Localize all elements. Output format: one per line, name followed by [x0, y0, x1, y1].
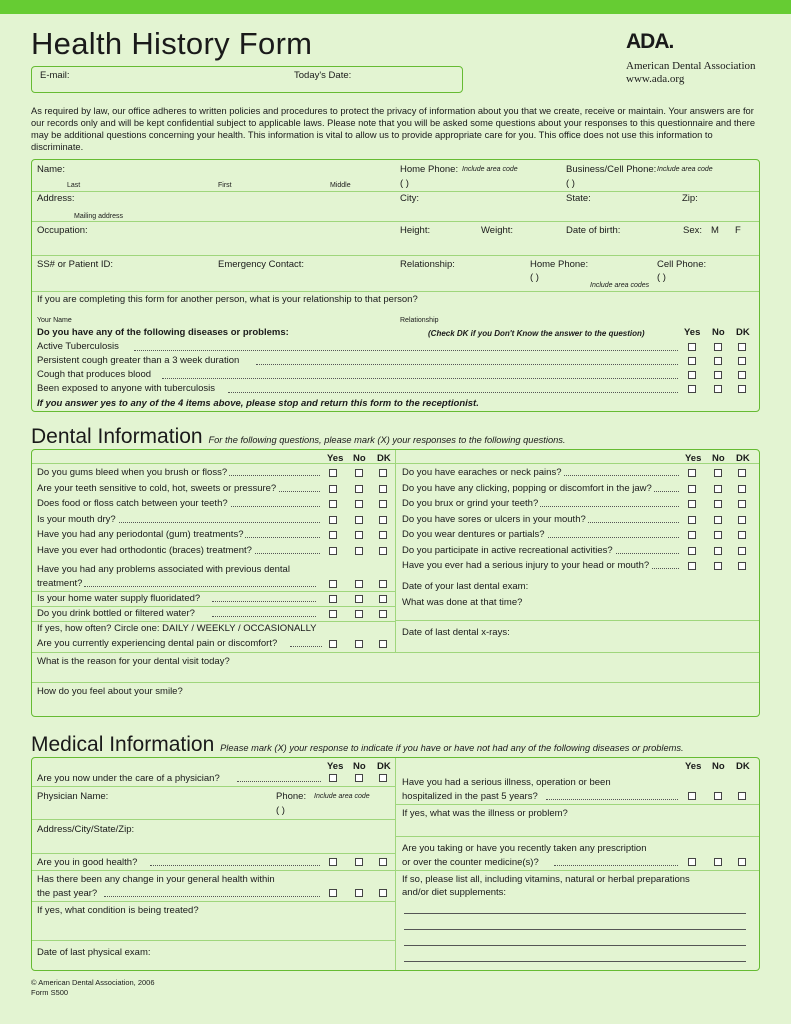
serious-illness-label: Have you had a serious illness, operation or been — [402, 777, 611, 788]
yes-header: Yes — [685, 761, 702, 772]
sex-label: Sex: — [683, 225, 703, 236]
yes-header: Yes — [685, 453, 702, 464]
dk-checkbox[interactable] — [738, 357, 746, 365]
dental-heading — [31, 425, 566, 449]
dk-checkbox[interactable] — [738, 485, 746, 493]
ada-url: www.ada.org — [626, 73, 685, 85]
dk-checkbox[interactable] — [379, 469, 387, 477]
dob-label: Date of birth: — [566, 225, 621, 236]
no-checkbox[interactable] — [355, 469, 363, 477]
your-name-label: Your Name — [37, 317, 72, 324]
yes-checkbox[interactable] — [688, 792, 696, 800]
no-checkbox[interactable] — [355, 516, 363, 524]
prev-problems-label: Have you had any problems associated with previous dental — [37, 564, 290, 575]
dk-checkbox[interactable] — [379, 580, 387, 588]
ada-logo: ADA. — [626, 30, 674, 53]
dk-checkbox[interactable] — [738, 562, 746, 570]
yes-checkbox[interactable] — [329, 516, 337, 524]
no-checkbox[interactable] — [714, 357, 722, 365]
yes-checkbox[interactable] — [688, 371, 696, 379]
home-phone-paren: ( ) — [400, 178, 409, 189]
question-label: Do you gums bleed when you brush or floss? — [37, 467, 228, 478]
no-checkbox[interactable] — [355, 485, 363, 493]
smile-label: How do you feel about your smile? — [37, 686, 183, 697]
yes-checkbox[interactable] — [329, 640, 337, 648]
yes-header: Yes — [327, 453, 344, 464]
last-exam-label: Date of your last dental exam: — [402, 581, 529, 592]
how-often-label: If yes, how often? Circle one: DAILY / WEEKLY / OCCASIONALLY — [37, 623, 317, 634]
page-title: Health History Form — [31, 26, 313, 61]
no-checkbox[interactable] — [714, 500, 722, 508]
medication-line[interactable] — [404, 961, 746, 962]
good-health-label: Are you in good health? — [37, 857, 138, 868]
dk-header: DK — [736, 453, 750, 464]
bottled-water-label: Do you drink bottled or filtered water? — [37, 608, 195, 619]
disease-label: Been exposed to anyone with tuberculosis — [37, 383, 215, 394]
tb-warning: If you answer yes to any of the 4 items above, please stop and return this form to the receptionist. — [37, 398, 479, 409]
no-checkbox[interactable] — [714, 516, 722, 524]
question-label: Have you ever had orthodontic (braces) treatment? — [37, 544, 252, 556]
name-label: Name: — [37, 164, 65, 175]
disease-question: Do you have any of the following diseases or problems: — [37, 327, 289, 338]
dk-checkbox[interactable] — [379, 547, 387, 555]
first-label: First — [218, 182, 232, 189]
dk-checkbox[interactable] — [738, 858, 746, 866]
what-done-label: What was done at that time? — [402, 597, 523, 608]
cell-phone-label: Cell Phone: — [657, 259, 707, 270]
emergency-home-phone-label: Home Phone: — [530, 259, 589, 270]
privacy-intro: As required by law, our office adheres to written policies and procedures to protect the privacy of information about you that we create, receive or maintain. Your answers are for our records only and will be kept confidential subject to applicable laws. Please note that you will be asked some questions about your responses to this questionnaire and there may be additional questions concerning your health. This information is vital to allow us to provide appropriate care for you. This office does not use this information to discriminate. — [31, 106, 756, 152]
area-code-note: Include area code — [462, 166, 518, 173]
for-another-question: If you are completing this form for another person, what is your relationship to that person? — [37, 294, 418, 305]
yes-checkbox[interactable] — [329, 500, 337, 508]
relationship-small-label: Relationship — [400, 317, 439, 324]
physician-address-label: Address/City/State/Zip: — [37, 824, 135, 835]
question-label: Do you have sores or ulcers in your mouth? — [402, 513, 586, 525]
relationship-label: Relationship: — [400, 259, 455, 270]
business-phone-paren: ( ) — [566, 178, 575, 189]
question-label: Is your mouth dry? — [37, 513, 116, 525]
question-label: Do you have any clicking, popping or discomfort in the jaw? — [402, 482, 652, 494]
question-label: Do you participate in active recreational activities? — [402, 544, 613, 556]
dk-header: DK — [736, 761, 750, 772]
yes-checkbox[interactable] — [688, 858, 696, 866]
dental-info-box — [31, 449, 760, 717]
no-checkbox[interactable] — [355, 580, 363, 588]
dk-checkbox[interactable] — [738, 500, 746, 508]
yes-checkbox[interactable] — [688, 500, 696, 508]
email-label: E-mail: — [40, 70, 70, 81]
area-codes-note: Include area codes — [590, 282, 650, 289]
health-change-label-2: the past year? — [37, 888, 98, 899]
yes-checkbox[interactable] — [329, 610, 337, 618]
what-illness-label: If yes, what was the illness or problem? — [402, 808, 568, 819]
yes-header: Yes — [327, 761, 344, 772]
no-checkbox[interactable] — [355, 889, 363, 897]
medical-info-box — [31, 757, 760, 971]
yes-checkbox[interactable] — [329, 580, 337, 588]
check-dk-note: (Check DK if you Don't Know the answer to the question) — [428, 329, 645, 338]
yes-checkbox[interactable] — [688, 547, 696, 555]
physician-phone-label: Phone: — [276, 791, 307, 802]
business-phone-label: Business/Cell Phone: — [566, 164, 657, 175]
last-label: Last — [67, 182, 81, 189]
question-label: Are your teeth sensitive to cold, hot, sweets or pressure? — [37, 482, 277, 494]
serious-illness-label-2: hospitalized in the past 5 years? — [402, 791, 538, 802]
dk-checkbox[interactable] — [379, 595, 387, 603]
yes-checkbox[interactable] — [688, 485, 696, 493]
health-change-label: Has there been any change in your general health within — [37, 874, 275, 885]
yes-checkbox[interactable] — [688, 469, 696, 477]
dk-checkbox[interactable] — [738, 516, 746, 524]
no-checkbox[interactable] — [714, 547, 722, 555]
dental-subheading: For the following questions, please mark (X) your responses to the following questions. — [208, 435, 566, 445]
no-checkbox[interactable] — [714, 385, 722, 393]
address-label: Address: — [37, 193, 75, 204]
yes-checkbox[interactable] — [688, 531, 696, 539]
yes-checkbox[interactable] — [688, 385, 696, 393]
medical-heading-text: Medical Information — [31, 733, 215, 756]
yes-checkbox[interactable] — [329, 889, 337, 897]
prev-problems-label-2: treatment? — [37, 578, 83, 589]
weight-label: Weight: — [481, 225, 514, 236]
yes-checkbox[interactable] — [329, 774, 337, 782]
no-checkbox[interactable] — [714, 343, 722, 351]
dk-checkbox[interactable] — [379, 516, 387, 524]
ada-name: American Dental Association — [626, 60, 756, 72]
form-number: Form S500 — [31, 988, 69, 997]
no-checkbox[interactable] — [355, 547, 363, 555]
dk-checkbox[interactable] — [738, 792, 746, 800]
no-checkbox[interactable] — [355, 531, 363, 539]
no-checkbox[interactable] — [714, 562, 722, 570]
no-header: No — [712, 453, 725, 464]
no-checkbox[interactable] — [355, 858, 363, 866]
medication-line[interactable] — [404, 913, 746, 914]
no-checkbox[interactable] — [714, 371, 722, 379]
dk-header: DK — [377, 761, 391, 772]
area-code-note: Include area code — [657, 166, 713, 173]
area-code-note: Include area code — [314, 793, 370, 800]
dk-checkbox[interactable] — [379, 485, 387, 493]
question-label: Do you brux or grind your teeth? — [402, 498, 539, 509]
no-checkbox[interactable] — [355, 610, 363, 618]
medical-subheading: Please mark (X) your response to indicate if you have or have not had any of the following diseases or problems. — [220, 743, 684, 753]
no-checkbox[interactable] — [714, 792, 722, 800]
zip-label: Zip: — [682, 193, 698, 204]
medication-line[interactable] — [404, 945, 746, 946]
patient-info-box — [31, 159, 760, 412]
date-label: Today's Date: — [294, 70, 352, 81]
no-header: No — [353, 761, 366, 772]
yes-checkbox[interactable] — [329, 858, 337, 866]
no-header: No — [712, 327, 725, 338]
dk-header: DK — [377, 453, 391, 464]
sex-m[interactable]: M — [711, 225, 719, 236]
city-label: City: — [400, 193, 419, 204]
dk-header: DK — [736, 327, 750, 338]
visit-reason-label: What is the reason for your dental visit today? — [37, 656, 230, 667]
no-header: No — [353, 453, 366, 464]
yes-header: Yes — [684, 327, 701, 338]
yes-checkbox[interactable] — [688, 562, 696, 570]
dk-checkbox[interactable] — [379, 500, 387, 508]
dk-checkbox[interactable] — [379, 858, 387, 866]
xrays-label: Date of last dental x-rays: — [402, 627, 510, 638]
yes-checkbox[interactable] — [688, 516, 696, 524]
dk-checkbox[interactable] — [738, 469, 746, 477]
no-checkbox[interactable] — [355, 500, 363, 508]
yes-checkbox[interactable] — [329, 531, 337, 539]
no-header: No — [712, 761, 725, 772]
medication-line[interactable] — [404, 929, 746, 930]
question-label: Does food or floss catch between your teeth? — [37, 498, 228, 509]
dk-checkbox[interactable] — [738, 371, 746, 379]
medication-list-label-2: and/or diet supplements: — [402, 887, 507, 898]
question-label: Do you have earaches or neck pains? — [402, 467, 562, 478]
dental-pain-label: Are you currently experiencing dental pain or discomfort? — [37, 638, 278, 649]
yes-checkbox[interactable] — [329, 547, 337, 555]
physician-phone-paren: ( ) — [276, 805, 285, 816]
cell-phone-paren: ( ) — [657, 272, 666, 283]
no-checkbox[interactable] — [714, 531, 722, 539]
no-checkbox[interactable] — [355, 640, 363, 648]
prescription-label-2: or over the counter medicine(s)? — [402, 857, 539, 868]
dk-checkbox[interactable] — [379, 610, 387, 618]
dk-checkbox[interactable] — [379, 531, 387, 539]
no-checkbox[interactable] — [714, 485, 722, 493]
fluoride-label: Is your home water supply fluoridated? — [37, 593, 201, 604]
physician-name-label: Physician Name: — [37, 791, 109, 802]
question-label: Do you wear dentures or partials? — [402, 529, 545, 540]
sex-f[interactable]: F — [735, 225, 741, 236]
medical-heading — [31, 733, 684, 757]
no-checkbox[interactable] — [355, 595, 363, 603]
emergency-contact-label: Emergency Contact: — [218, 259, 305, 270]
occupation-label: Occupation: — [37, 225, 88, 236]
no-checkbox[interactable] — [714, 858, 722, 866]
yes-checkbox[interactable] — [329, 595, 337, 603]
question-label: Have you had any periodontal (gum) treatments? — [37, 529, 244, 540]
prescription-label: Are you taking or have you recently taken any prescription — [402, 843, 647, 854]
disease-label: Cough that produces blood — [37, 369, 152, 380]
no-checkbox[interactable] — [355, 774, 363, 782]
yes-checkbox[interactable] — [688, 357, 696, 365]
home-phone-label: Home Phone: — [400, 164, 459, 175]
state-label: State: — [566, 193, 591, 204]
copyright: © American Dental Association, 2006 — [31, 978, 155, 987]
top-color-bar — [0, 0, 791, 14]
dk-checkbox[interactable] — [738, 343, 746, 351]
dk-checkbox[interactable] — [738, 385, 746, 393]
emergency-home-paren: ( ) — [530, 272, 539, 283]
dk-checkbox[interactable] — [738, 531, 746, 539]
yes-checkbox[interactable] — [329, 469, 337, 477]
middle-label: Middle — [330, 182, 351, 189]
dk-checkbox[interactable] — [379, 889, 387, 897]
height-label: Height: — [400, 225, 431, 236]
last-physical-label: Date of last physical exam: — [37, 947, 151, 958]
medication-list-label: If so, please list all, including vitamins, natural or herbal preparations — [402, 874, 690, 885]
disease-label: Active Tuberculosis — [37, 341, 119, 352]
disease-label: Persistent cough greater than a 3 week duration — [37, 355, 240, 366]
dk-checkbox[interactable] — [379, 640, 387, 648]
no-checkbox[interactable] — [714, 469, 722, 477]
physician-care-label: Are you now under the care of a physician? — [37, 773, 220, 784]
ssn-label: SS# or Patient ID: — [37, 259, 114, 270]
dk-checkbox[interactable] — [738, 547, 746, 555]
dk-checkbox[interactable] — [379, 774, 387, 782]
yes-checkbox[interactable] — [688, 343, 696, 351]
email-date-box — [31, 66, 463, 93]
mailing-address-label: Mailing address — [74, 213, 124, 220]
question-label: Have you ever had a serious injury to your head or mouth? — [402, 560, 650, 571]
dental-heading-text: Dental Information — [31, 425, 203, 448]
condition-label: If yes, what condition is being treated? — [37, 905, 199, 916]
yes-checkbox[interactable] — [329, 485, 337, 493]
